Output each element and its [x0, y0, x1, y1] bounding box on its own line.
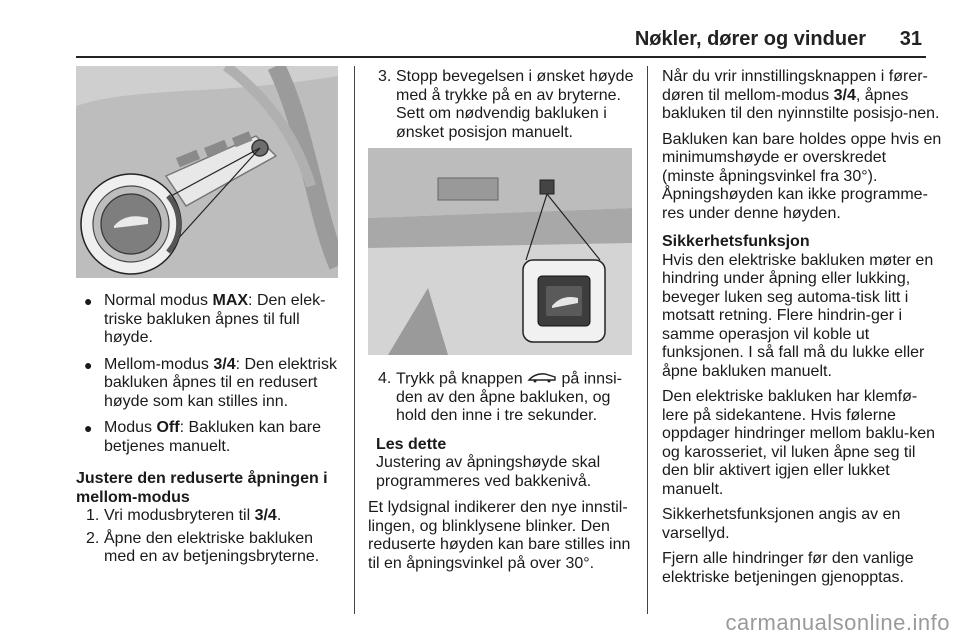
page-header — [0, 22, 960, 56]
liftgate-icon — [527, 370, 557, 389]
step-3: 3. Stopp bevegelsen i ønsket høyde med å trykke på en av bryterne. Sett om nødvendig bakluken i ønsket posisjon manuelt. — [378, 68, 634, 141]
list-item: ● Mellom-modus 3/4: Den elektrisk bakluken åpnes til en redusert høyde som kan stilles inn. — [84, 355, 337, 410]
list-item: ● Modus Off: Bakluken kan bare betjenes manuelt. — [84, 419, 321, 455]
column-2-bottom — [368, 370, 640, 580]
section-heading: Sikkerhetsfunksjon — [662, 233, 810, 250]
list-item: ● Normal modus MAX: Den elek-triske bakluken åpnes til full høyde. — [84, 292, 326, 346]
door-mode-switch-figure — [76, 66, 338, 278]
paragraph: Bakluken kan bare holdes oppe hvis en minimumshøyde er overskredet (minste åpningsvinkel fra 30°). Åpningshøyden kan ikke programme-res under denne høyden. — [662, 130, 942, 222]
column-3 — [662, 68, 942, 594]
note-body: Justering av åpningshøyde skal programmeres ved bakkenivå. — [376, 454, 601, 490]
liftgate-button-figure — [368, 148, 632, 355]
step-4: 4. Trykk på knappen på innsi-den av den åpne bakluken, og hold den inne i tre sekunder. — [378, 370, 622, 425]
section-heading: Justere den reduserte åpningen i mellom-modus — [76, 470, 328, 506]
paragraph: Når du vrir innstillingsknappen i fører-døren til mellom-modus 3/4, åpnes bakluken til den nyinnstilte posisjo-nen. — [662, 68, 940, 122]
paragraph: Sikkerhetsfunksjonen angis av en varsellyd. — [662, 506, 901, 542]
paragraph: Fjern alle hindringer før den vanlige elektriske betjeningen gjenopptas. — [662, 550, 914, 586]
step-2: 2. Åpne den elektriske bakluken med en av betjeningsbryterne. — [86, 529, 320, 565]
paragraph: Hvis den elektriske bakluken møter en hindring under åpning eller lukking, beveger luken seg automa-tisk litt i motsatt retning. Flere hindrin-ger i samme operasjon vil koble ut funksjonen. I så fall må du lukke eller åpne bakluken manuelt. — [662, 251, 934, 380]
paragraph: Den elektriske bakluken har klemfø-lere på sidekantene. Hvis følerne oppdager hindringer mellom baklu-ken og karosseriet, vil luken åpne seg til den blir aktivert igjen eller lukket manuelt. — [662, 388, 936, 498]
column-divider-2 — [647, 66, 648, 614]
door-mode-switch-illustration — [76, 66, 338, 278]
page-title: Nøkler, dører og vinduer — [634, 28, 866, 50]
header-divider — [76, 56, 926, 58]
column-1 — [76, 292, 344, 571]
note-heading: Les dette — [376, 435, 447, 453]
liftgate-button-illustration — [368, 148, 632, 355]
page-number: 31 — [899, 28, 922, 50]
column-divider-1 — [354, 66, 355, 614]
column-2-top — [368, 68, 640, 146]
watermark: carmanualsonline.info — [725, 610, 950, 635]
step-1: 1. Vri modusbryteren til 3/4. — [86, 507, 282, 524]
paragraph: Et lydsignal indikerer den nye innstil-lingen, og blinklysene blinker. Den reduserte høyden kan bare stilles inn til en åpningsvinkel på over 30°. — [368, 499, 631, 572]
